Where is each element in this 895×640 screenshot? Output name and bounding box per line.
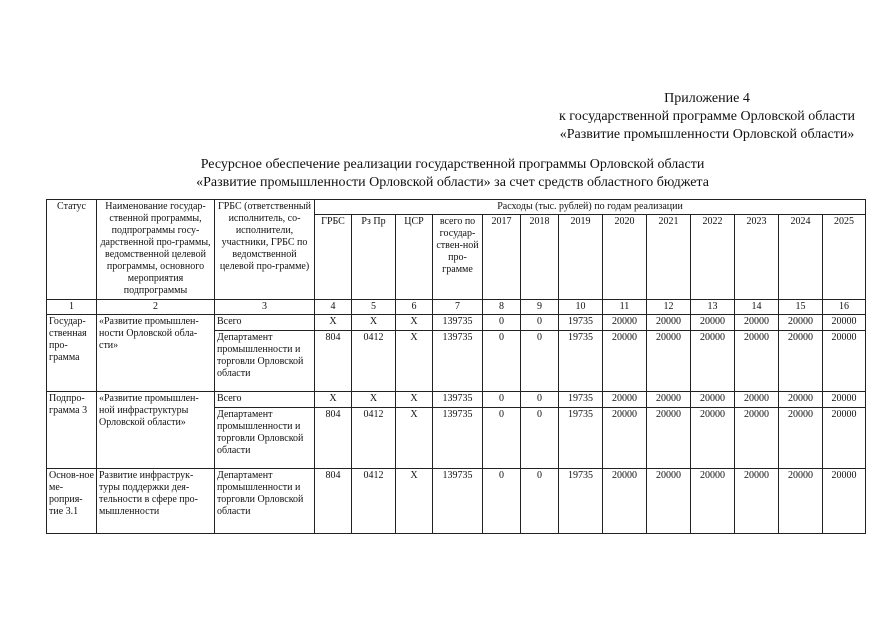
table-body xyxy=(47,300,866,534)
row-value-cell: X xyxy=(315,392,352,408)
header-year: 2023 xyxy=(735,215,779,300)
row-value-cell: 0 xyxy=(483,469,521,534)
row-value-cell: 20000 xyxy=(823,315,866,331)
row-value-cell: X xyxy=(396,331,433,392)
row-value-cell: 0 xyxy=(521,392,559,408)
column-number: 5 xyxy=(352,300,396,315)
column-number: 7 xyxy=(433,300,483,315)
column-number: 2 xyxy=(97,300,215,315)
column-number: 12 xyxy=(647,300,691,315)
row-value-cell: X xyxy=(352,315,396,331)
header-year: 2025 xyxy=(823,215,866,300)
header-year: 2024 xyxy=(779,215,823,300)
row-value-cell: 20000 xyxy=(647,392,691,408)
row-value-cell: 20000 xyxy=(691,469,735,534)
row-value-cell: 804 xyxy=(315,408,352,469)
row-value-cell: 20000 xyxy=(735,392,779,408)
row-value-cell: X xyxy=(352,392,396,408)
row-value-cell: 20000 xyxy=(603,469,647,534)
row-grbs-name: Всего xyxy=(215,392,315,408)
row-value-cell: 0 xyxy=(521,331,559,392)
row-value-cell: 20000 xyxy=(823,392,866,408)
row-value-cell: 20000 xyxy=(691,315,735,331)
header-year: 2021 xyxy=(647,215,691,300)
row-value-cell: 804 xyxy=(315,469,352,534)
row-program-name: «Развитие промышлен-ности Орловской обла-сти» xyxy=(97,315,215,392)
table-row xyxy=(47,469,866,534)
column-number: 16 xyxy=(823,300,866,315)
row-value-cell: 139735 xyxy=(433,331,483,392)
header-name: Наименование государ-ственной программы, подпрограммы госу-дарственной про-граммы, ведомственной целевой программы, основного мероприятия подпрограммы xyxy=(97,200,215,300)
row-value-cell: X xyxy=(396,315,433,331)
row-value-cell: 20000 xyxy=(691,331,735,392)
row-value-cell: 19735 xyxy=(559,315,603,331)
row-status: Подпро-грамма 3 xyxy=(47,392,97,469)
row-value-cell: 20000 xyxy=(823,331,866,392)
header-expenses: Расходы (тыс. рублей) по годам реализации xyxy=(315,200,866,215)
header-year: 2017 xyxy=(483,215,521,300)
header-rzpr: Рз Пр xyxy=(352,215,396,300)
row-value-cell: 0412 xyxy=(352,331,396,392)
header-status: Статус xyxy=(47,200,97,300)
row-value-cell: 139735 xyxy=(433,469,483,534)
row-value-cell: 20000 xyxy=(735,469,779,534)
row-value-cell: X xyxy=(315,315,352,331)
row-value-cell: 20000 xyxy=(823,408,866,469)
column-number: 10 xyxy=(559,300,603,315)
title-line-2: «Развитие промышленности Орловской области» за счет средств областного бюджета xyxy=(196,175,709,190)
row-value-cell: 0 xyxy=(483,408,521,469)
column-number: 8 xyxy=(483,300,521,315)
appendix-line-3: «Развитие промышленности Орловской области» xyxy=(559,127,855,142)
column-number: 14 xyxy=(735,300,779,315)
header-grbs-full: ГРБС (ответственный исполнитель, со-исполнители, участники, ГРБС по ведомственной целевой про-грамме) xyxy=(215,200,315,300)
row-value-cell: 19735 xyxy=(559,408,603,469)
header-year: 2018 xyxy=(521,215,559,300)
title-line-1: Ресурсное обеспечение реализации государственной программы Орловской области xyxy=(200,157,705,172)
row-grbs-name: Всего xyxy=(215,315,315,331)
appendix-line-2: к государственной программе Орловской области xyxy=(559,109,855,124)
row-value-cell: 20000 xyxy=(779,408,823,469)
row-value-cell: 20000 xyxy=(735,315,779,331)
row-value-cell: 804 xyxy=(315,331,352,392)
column-number: 9 xyxy=(521,300,559,315)
row-value-cell: 0 xyxy=(521,408,559,469)
header-total: всего по государ-ствен-ной про-грамме xyxy=(433,215,483,300)
row-value-cell: 19735 xyxy=(559,331,603,392)
row-value-cell: 20000 xyxy=(735,408,779,469)
row-value-cell: 20000 xyxy=(779,392,823,408)
header-year: 2020 xyxy=(603,215,647,300)
header-year: 2019 xyxy=(559,215,603,300)
column-number: 1 xyxy=(47,300,97,315)
header-csr: ЦСР xyxy=(396,215,433,300)
row-value-cell: X xyxy=(396,408,433,469)
row-value-cell: X xyxy=(396,469,433,534)
row-value-cell: 20000 xyxy=(647,315,691,331)
table-row xyxy=(47,315,866,331)
row-value-cell: 0 xyxy=(483,392,521,408)
row-value-cell: 20000 xyxy=(603,331,647,392)
row-value-cell: 20000 xyxy=(779,315,823,331)
row-value-cell: 20000 xyxy=(647,331,691,392)
row-value-cell: 20000 xyxy=(691,408,735,469)
column-number: 15 xyxy=(779,300,823,315)
row-value-cell: 20000 xyxy=(691,392,735,408)
row-value-cell: 0 xyxy=(483,331,521,392)
row-value-cell: 0412 xyxy=(352,469,396,534)
row-value-cell: 20000 xyxy=(735,331,779,392)
row-value-cell: 20000 xyxy=(603,315,647,331)
column-number: 13 xyxy=(691,300,735,315)
row-grbs-name: Департамент промышленности и торговли Орловской области xyxy=(215,408,315,469)
column-number: 4 xyxy=(315,300,352,315)
column-number-row xyxy=(47,300,866,315)
row-value-cell: 19735 xyxy=(559,469,603,534)
row-value-cell: 20000 xyxy=(647,469,691,534)
row-value-cell: 20000 xyxy=(603,392,647,408)
row-program-name: «Развитие промышлен-ной инфраструктуры Орловской области» xyxy=(97,392,215,469)
column-number: 3 xyxy=(215,300,315,315)
row-value-cell: 0412 xyxy=(352,408,396,469)
budget-table xyxy=(46,199,866,534)
header-year: 2022 xyxy=(691,215,735,300)
column-number: 11 xyxy=(603,300,647,315)
table-row xyxy=(47,392,866,408)
document-title xyxy=(0,156,895,192)
row-value-cell: 20000 xyxy=(823,469,866,534)
row-status: Основ-ное ме-роприя-тие 3.1 xyxy=(47,469,97,534)
row-status: Государ-ственная про-грамма xyxy=(47,315,97,392)
row-value-cell: 20000 xyxy=(647,408,691,469)
row-value-cell: 139735 xyxy=(433,392,483,408)
row-value-cell: 139735 xyxy=(433,408,483,469)
row-value-cell: 20000 xyxy=(603,408,647,469)
row-value-cell: 20000 xyxy=(779,331,823,392)
appendix-block xyxy=(559,90,855,144)
row-grbs-name: Департамент промышленности и торговли Орловской области xyxy=(215,331,315,392)
row-value-cell: 20000 xyxy=(779,469,823,534)
row-value-cell: 0 xyxy=(521,315,559,331)
header-grbs: ГРБС xyxy=(315,215,352,300)
row-value-cell: 139735 xyxy=(433,315,483,331)
column-number: 6 xyxy=(396,300,433,315)
row-grbs-name: Департамент промышленности и торговли Орловской области xyxy=(215,469,315,534)
row-value-cell: 19735 xyxy=(559,392,603,408)
row-value-cell: X xyxy=(396,392,433,408)
row-value-cell: 0 xyxy=(483,315,521,331)
row-program-name: Развитие инфраструк-туры поддержки дея-тельности в сфере про-мышленности xyxy=(97,469,215,534)
row-value-cell: 0 xyxy=(521,469,559,534)
appendix-line-1: Приложение 4 xyxy=(664,91,750,106)
